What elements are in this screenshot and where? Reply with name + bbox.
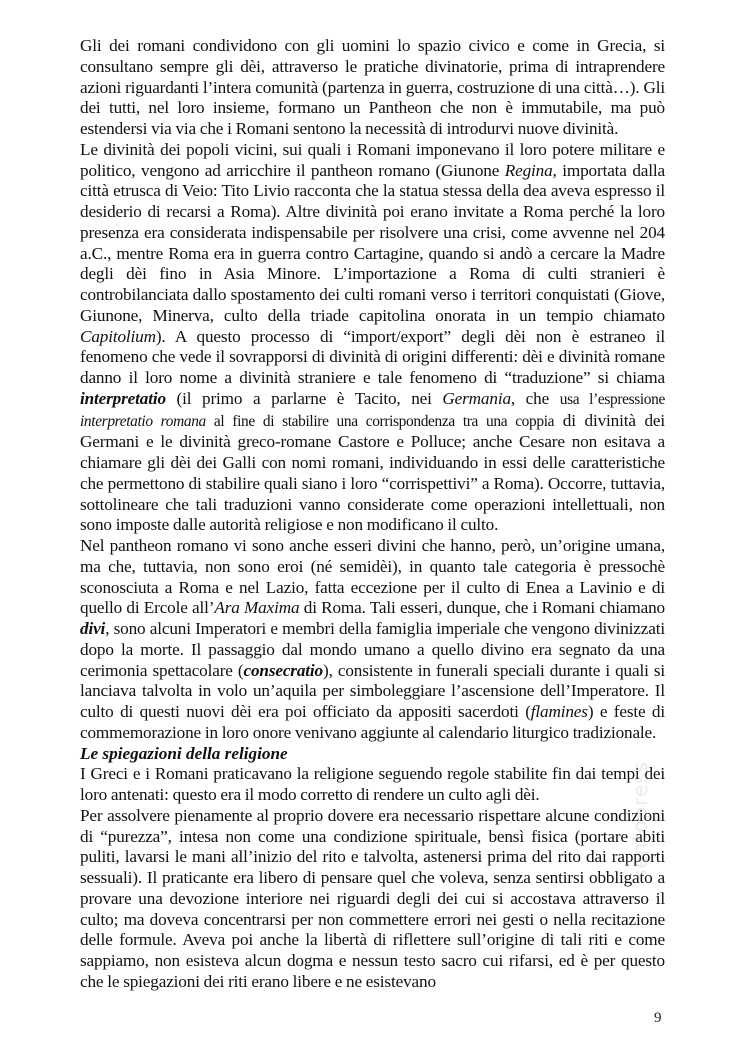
text-run: , sono alcuni Imperatori e membri della famiglia imperiale che vengono divinizzati dopo la morte. Il passaggio dal mondo umano a quello divino era segnato da una cerimonia spettacolare (	[80, 619, 665, 680]
text-run: (il primo a parlarne è Tacito, nei	[165, 388, 443, 408]
condensed-text: al fine di stabilire una corrispondenza tra una coppia	[205, 412, 555, 430]
italic-term: Regina	[504, 160, 553, 180]
paragraph	[80, 806, 665, 993]
body-text	[80, 36, 665, 993]
italic-term: flamines	[530, 702, 588, 721]
section-heading: Le spiegazioni della religione	[80, 743, 288, 763]
key-term: divi	[80, 619, 106, 638]
text-run: Gli dei romani condividono con gli uomini lo spazio civico e come in Grecia, si consultano sempre gli dèi, attraverso le pratiche divinatorie, prima di intraprendere azioni riguardanti l’intera comunità (partenza in guerra, costruzione di una città…). Gli dei tutti, nel loro insieme, formano un Pantheon che non è immutabile, ma può estendersi via via che i Romani sentono la necessità di introdurvi nuove divinità.	[80, 36, 665, 138]
key-term: interpretatio	[80, 388, 166, 408]
text-run: Per assolvere pienamente al proprio dovere era necessario rispettare alcune condizioni di “purezza”, intesa non come una condizione spirituale, bensì fisica (portare abiti puliti, lavarsi le mani all’inizio del rito e talvolta, astenersi prima del rito dai rapporti sessuali). Il praticante era libero di pensare quel che voleva, senza sentirsi obbligato a provare una devozione interiore nei riguardi degli dei cui si accostava attraverso il culto; ma doveva concentrarsi per non commettere errori nei gesti o nella recitazione delle formule. Aveva poi anche la libertà di riflettere sull’origine di tali riti e come sappiamo, non esisteva alcun dogma e nessun testo sacro cui rifarsi, ed è per questo che le spiegazioni dei riti erano libere e ne esistevano	[80, 805, 665, 991]
document-page	[80, 36, 665, 993]
condensed-text: usa l’espressione	[559, 390, 665, 408]
watermark: sentopress	[628, 760, 652, 880]
text-run: I Greci e i Romani praticavano la religione seguendo regole stabilite fin dai tempi dei loro antenati: questo era il modo corretto di rendere un culto agli dèi.	[80, 764, 665, 804]
paragraph	[80, 36, 665, 140]
italic-term: Capitolium	[80, 326, 156, 346]
italic-term: Ara Maxima	[214, 598, 300, 618]
italic-term: Germania	[442, 388, 511, 408]
paragraph	[80, 536, 665, 744]
text-run: di Roma. Tali esseri, dunque, che i Romani chiamano	[299, 598, 665, 618]
text-run: , importata dalla città etrusca di Veio: Tito Livio racconta che la statua stessa della dea aveva espresso il desiderio di recarsi a Roma). Altre divinità poi erano invitate a Roma perché la loro presenza era considerata indispensabile per risolvere una crisi, come avvenne nel 204 a.C., mentre Roma era in guerra contro Cartagine, quando si andò a cercare la Madre degli dèi fino in Asia Minore. L’importazione a Roma di culti stranieri è controbilanciata dallo spostamento dei culti romani verso i territori conquistati (Giove, Giunone, Minerva, culto della triade capitolina onorata in un tempio chiamato	[80, 160, 665, 325]
paragraph	[80, 140, 665, 536]
text-run: Nel pantheon romano vi sono anche esseri divini che hanno, però, un’origine umana, ma che, tuttavia, non sono eroi (né semidèi), in quanto tale categoria è pressochè sconosciuta a Roma e nel Lazio, fatta eccezione per il culto di Enea a Lavinio e di quello di Ercole all’	[80, 536, 665, 618]
page-number: 9	[654, 1010, 662, 1026]
text-run: Le divinità dei popoli vicini, sui quali i Romani imponevano il loro potere militare e politico, vengono ad arricchire il pantheon romano (Giunone	[80, 139, 665, 180]
text-run: ) e feste di commemorazione in loro onore venivano aggiunte al calendario liturgico tradizionale.	[80, 702, 665, 742]
text-run: ), consistente in funerali speciali durante i quali si lanciava talvolta in volo un’aquila per simboleggiare l’ascensione dell’Imperatore. Il culto di questi nuovi dèi era poi officiato da appositi sacerdoti (	[80, 660, 666, 721]
text-run: , che	[510, 388, 560, 408]
text-run: di divinità dei Germani e le divinità greco-romane Castore e Polluce; anche Cesare non esitava a chiamare gli dèi dei Galli con nomi romani, individuando in essi delle caratteristiche che permettono di stabilire quali siano i loro “corrispettivi” a Roma). Occorre, tuttavia, sottolineare che tali traduzioni vanno considerate come operazioni intellettuali, non sono imposte dalle autorità religiose e non modificano il culto.	[80, 410, 666, 535]
paragraph	[80, 764, 665, 806]
italic-term: interpretatio romana	[80, 412, 206, 430]
key-term: consecratio	[243, 660, 323, 680]
text-run: ). A questo processo di “import/export” degli dèi non è estraneo il fenomeno che vede il sovrapporsi di divinità di origini differenti: dèi e divinità romane danno il loro nome a divinità straniere e tale fenomeno di “traduzione” si chiama	[80, 326, 665, 387]
